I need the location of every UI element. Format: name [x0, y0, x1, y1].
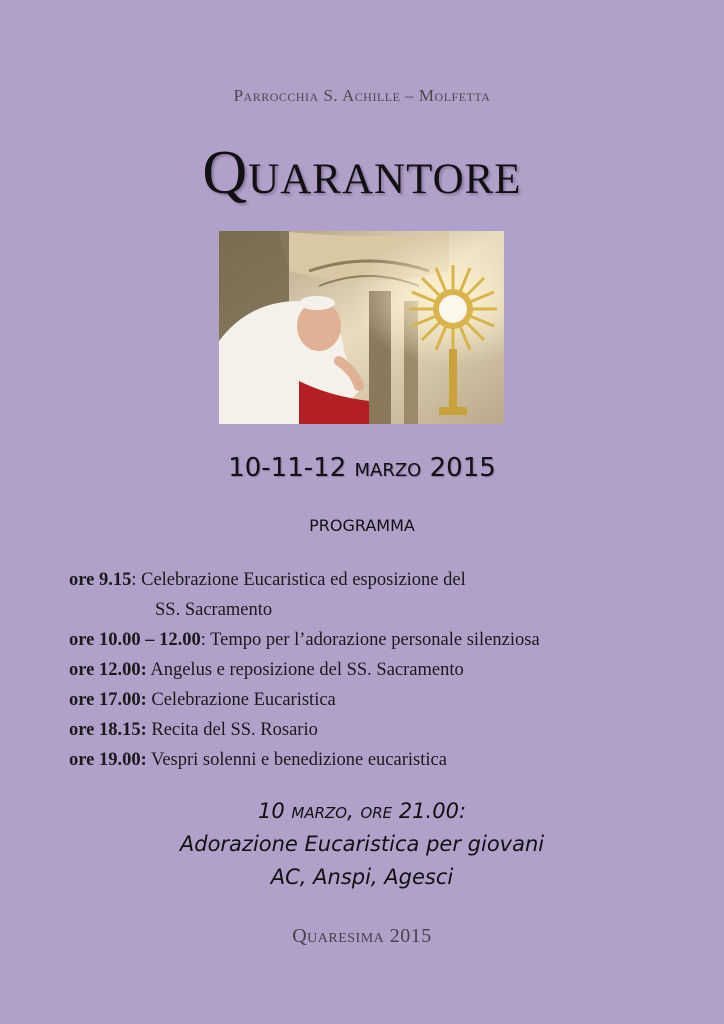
- program-heading: PROGRAMMA: [309, 516, 415, 535]
- youth-event: [0, 795, 724, 894]
- schedule-item: ore 10.00 – 12.00: Tempo per l’adorazione personale silenziosa: [69, 630, 540, 650]
- pope-adoration-photo: [219, 231, 504, 424]
- youth-event-heading: 10 marzo, ore 21.00:: [257, 799, 467, 823]
- schedule-item: ore 12.00: Angelus e reposizione del SS. Sacramento: [69, 660, 464, 680]
- schedule-item: ore 9.15: Celebrazione Eucaristica ed esposizione del: [69, 570, 466, 590]
- youth-event-groups: AC, Anspi, Agesci: [270, 865, 454, 889]
- schedule-item: ore 17.00: Celebrazione Eucaristica: [69, 690, 336, 710]
- schedule-item-continuation: SS. Sacramento: [155, 600, 273, 620]
- parish-name: Parrocchia S. Achille – Molfetta: [233, 86, 491, 105]
- page-title: Quarantore: [202, 139, 522, 207]
- schedule-item: ore 18.15: Recita del SS. Rosario: [69, 720, 318, 740]
- schedule-item: ore 19.00: Vespri solenni e benedizione eucaristica: [69, 750, 447, 770]
- event-dates: 10-11-12 marzo 2015: [228, 453, 496, 483]
- schedule-list: [69, 565, 709, 775]
- footer-season: Quaresima 2015: [292, 925, 432, 947]
- youth-event-title: Adorazione Eucaristica per giovani: [179, 832, 545, 856]
